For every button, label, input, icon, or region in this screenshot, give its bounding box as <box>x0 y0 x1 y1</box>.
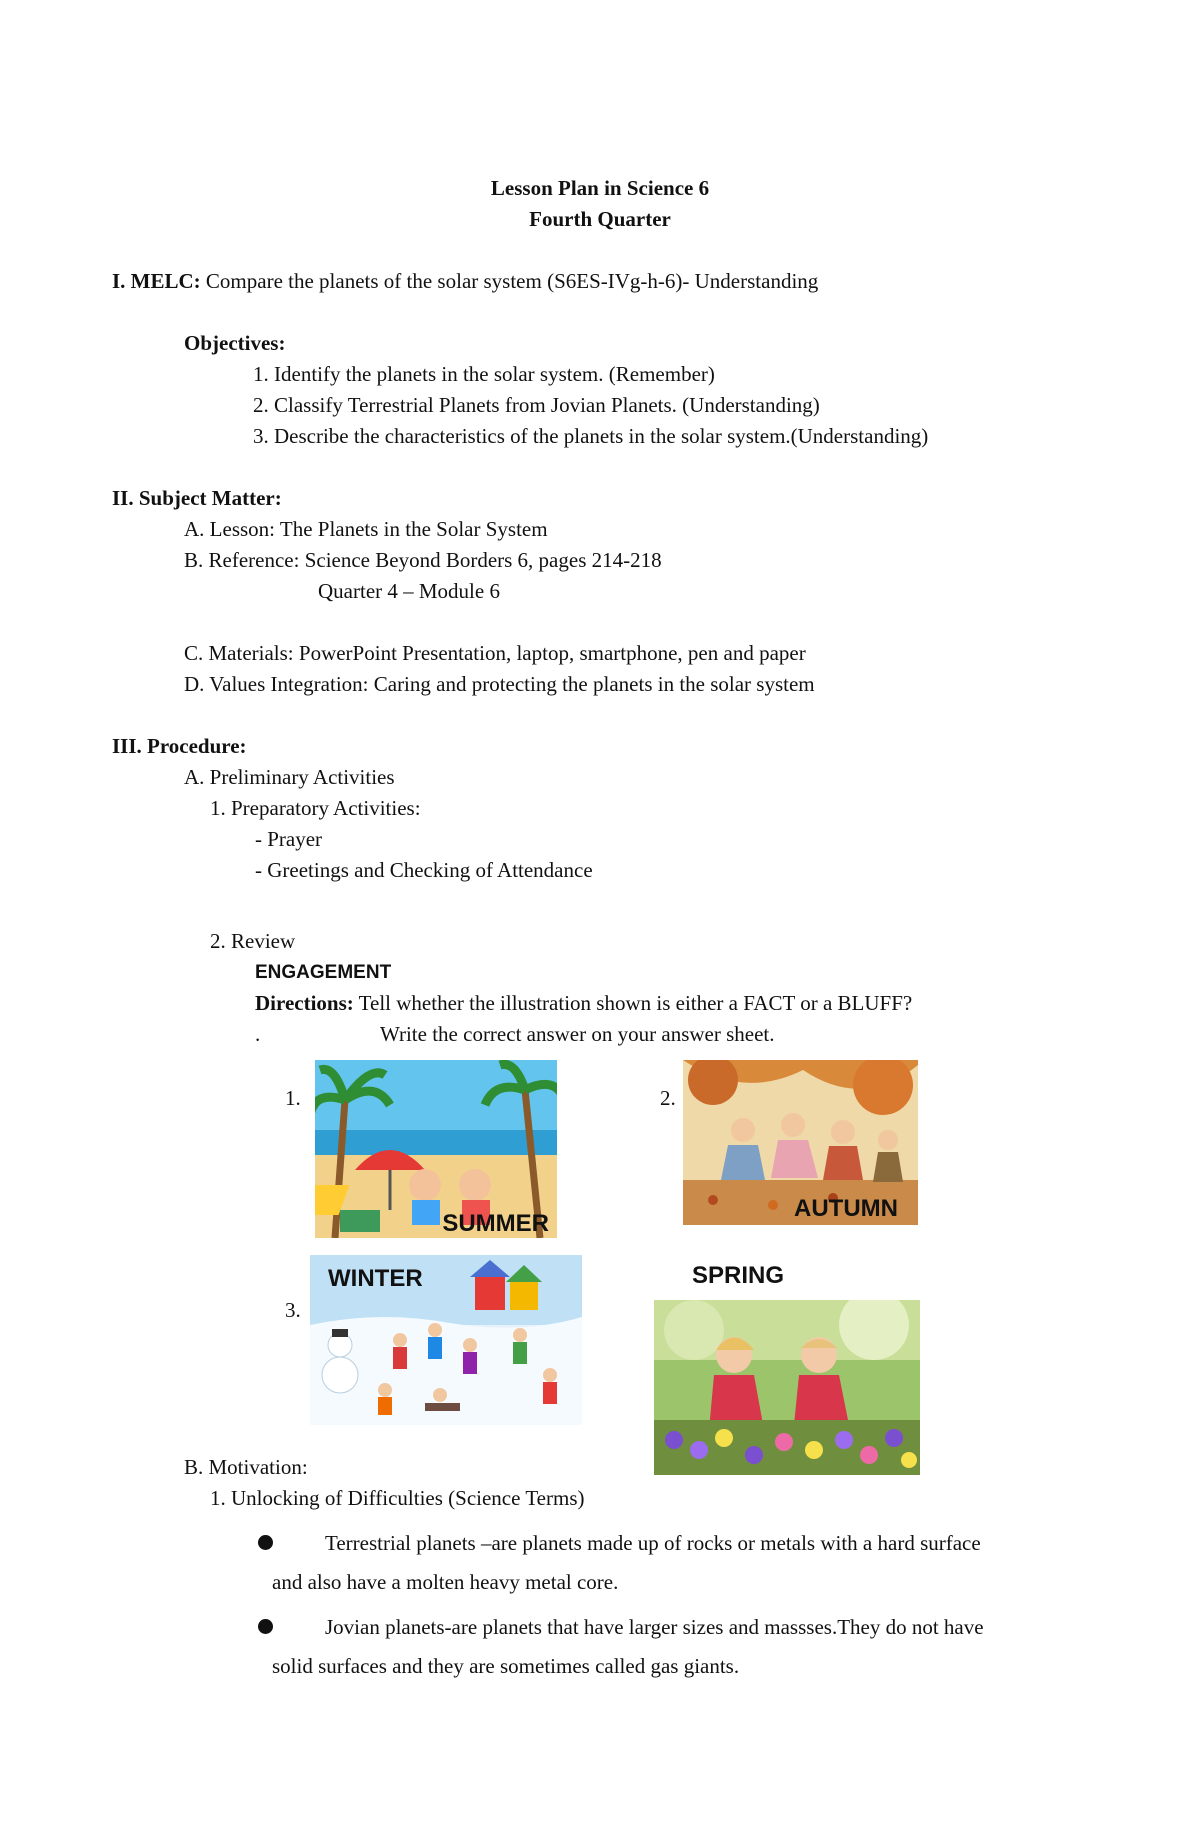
review-line: 2. Review <box>210 929 296 953</box>
directions-dot: . <box>255 1022 261 1046</box>
winter-image <box>310 1255 582 1425</box>
engagement-heading: ENGAGEMENT <box>255 962 392 983</box>
directions-line-2: Write the correct answer on your answer sheet. <box>380 1022 775 1046</box>
autumn-label: AUTUMN <box>794 1195 898 1222</box>
objective-item: 2. Classify Terrestrial Planets from Jovian Planets. (Understanding) <box>253 393 820 417</box>
procedure-heading: III. Procedure: <box>112 734 247 758</box>
greetings-line: - Greetings and Checking of Attendance <box>255 858 593 882</box>
melc-line <box>112 268 818 294</box>
winter-label: WINTER <box>328 1265 423 1292</box>
materials-line: C. Materials: PowerPoint Presentation, laptop, smartphone, pen and paper <box>184 641 806 665</box>
melc-text: Compare the planets of the solar system (S6ES-IVg-h-6)- Understanding <box>205 269 819 293</box>
bullet-icon <box>258 1535 273 1550</box>
page-title: Lesson Plan in Science 6 <box>490 176 710 200</box>
reference-module-line: Quarter 4 – Module 6 <box>318 579 500 603</box>
objective-item: 1. Identify the planets in the solar system. (Remember) <box>253 362 715 386</box>
term-jovian-line2: solid surfaces and they are sometimes called gas giants. <box>272 1654 740 1678</box>
subject-matter-heading: II. Subject Matter: <box>112 486 282 510</box>
reference-line: B. Reference: Science Beyond Borders 6, pages 214-218 <box>184 548 662 572</box>
preparatory-line: 1. Preparatory Activities: <box>210 796 421 820</box>
lesson-line: A. Lesson: The Planets in the Solar System <box>184 517 548 541</box>
term-terrestrial-line1: Terrestrial planets –are planets made up of rocks or metals with a hard surface <box>325 1531 981 1555</box>
objective-item: 3. Describe the characteristics of the planets in the solar system.(Understanding) <box>253 424 929 448</box>
term-jovian-line1: Jovian planets-are planets that have larger sizes and massses.They do not have <box>325 1615 984 1639</box>
term-terrestrial-line2: and also have a molten heavy metal core. <box>272 1570 619 1594</box>
spring-image <box>654 1300 920 1475</box>
directions-label: Directions: <box>255 991 354 1015</box>
unlocking-line: 1. Unlocking of Difficulties (Science Terms) <box>210 1486 585 1510</box>
illustration-number-3: 3. <box>285 1298 301 1322</box>
directions-line <box>255 990 912 1016</box>
illustration-number-2: 2. <box>660 1086 676 1110</box>
directions-text: Tell whether the illustration shown is either a FACT or a BLUFF? <box>358 991 913 1015</box>
objectives-heading: Objectives: <box>184 331 286 355</box>
autumn-image <box>683 1060 918 1225</box>
melc-label: I. MELC: <box>112 269 201 293</box>
prayer-line: - Prayer <box>255 827 323 851</box>
quarter-subtitle: Fourth Quarter <box>529 207 671 231</box>
illustration-number-1: 1. <box>285 1086 301 1110</box>
preliminary-line: A. Preliminary Activities <box>184 765 395 789</box>
summer-beach-image <box>315 1060 557 1238</box>
summer-label: SUMMER <box>442 1210 549 1237</box>
spring-label: SPRING <box>692 1262 785 1289</box>
values-line: D. Values Integration: Caring and protecting the planets in the solar system <box>184 672 815 696</box>
bullet-icon <box>258 1619 273 1634</box>
motivation-heading: B. Motivation: <box>184 1455 308 1479</box>
